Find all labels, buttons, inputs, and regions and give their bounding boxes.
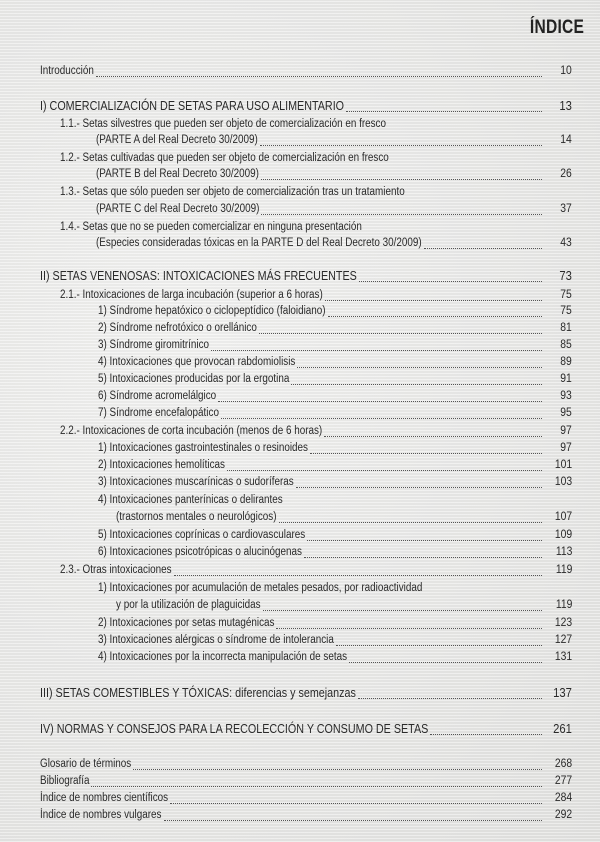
toc-entry-s2-1[interactable] [0, 287, 600, 303]
dot-leader [91, 785, 542, 787]
dot-leader [211, 349, 542, 351]
dot-leader [263, 609, 542, 611]
toc-entry-title: 3) Intoxicaciones muscarínicas o sudoríferas [98, 476, 294, 488]
toc-entry-title: 4) Intoxicaciones que provocan rabdomiolisis [98, 356, 296, 368]
toc-entry-title: 4) Intoxicaciones panterínicas o delirantes [98, 494, 283, 506]
toc-entry-s2-1-5[interactable] [0, 371, 600, 387]
toc-page-number: 268 [554, 758, 572, 770]
toc-entry-s2-2-5[interactable] [0, 527, 600, 543]
toc-page-number: 119 [555, 564, 572, 576]
toc-entry-s2-1-2[interactable] [0, 320, 600, 336]
page-title: ÍNDICE [529, 17, 584, 38]
toc-page-number: 292 [554, 809, 572, 821]
toc-entry-title: 2) Intoxicaciones por setas mutagénicas [98, 617, 275, 629]
toc-entry-title: (PARTE C del Real Decreto 30/2009) [96, 203, 260, 215]
toc-entry-s2-1-4[interactable] [0, 354, 600, 370]
toc-entry-title: Índice de nombres científicos [40, 792, 169, 804]
toc-page-number: 95 [560, 407, 572, 419]
toc-entry-s1-3a[interactable] [0, 184, 600, 200]
toc-entry-glosario[interactable] [0, 756, 600, 772]
toc-entry-s1-3b[interactable] [0, 201, 600, 217]
toc-page-number: 81 [560, 322, 572, 334]
toc-entry-title: (PARTE B del Real Decreto 30/2009) [96, 168, 259, 180]
toc-page-number: 119 [555, 599, 572, 611]
dot-leader [261, 213, 542, 215]
toc-entry-title: Índice de nombres vulgares [40, 809, 162, 821]
toc-page-number: 14 [560, 134, 572, 146]
toc-entry-title: 5) Intoxicaciones producidas por la ergotina [98, 373, 290, 385]
toc-page-number: 93 [560, 390, 572, 402]
toc-page-number: 10 [560, 65, 572, 77]
dot-leader [96, 75, 542, 77]
toc-page-number: 113 [555, 546, 572, 558]
dot-leader [325, 299, 542, 301]
toc-entry-title: 6) Síndrome acromelálgico [98, 390, 217, 402]
dot-leader [218, 400, 542, 402]
dot-leader [260, 144, 542, 146]
toc-entry-s2-3-1a[interactable] [0, 580, 600, 596]
dot-leader [276, 627, 542, 629]
toc-entry-title: 1.4.- Setas que no se pueden comercializar en ninguna presentación [60, 221, 362, 233]
dot-leader [164, 819, 542, 821]
toc-page-number: 131 [554, 651, 572, 663]
toc-entry-s2-3-1b[interactable] [0, 597, 600, 613]
toc-entry-title: 1) Intoxicaciones gastrointestinales o resinoides [98, 442, 309, 454]
toc-entry-part3[interactable] [0, 685, 600, 701]
dot-leader [259, 332, 542, 334]
dot-leader [430, 733, 542, 735]
toc-entry-s2-3-4[interactable] [0, 649, 600, 665]
toc-entry-title: 1.1.- Setas silvestres que pueden ser objeto de comercialización en fresco [60, 118, 387, 130]
toc-entry-s2-1-6[interactable] [0, 388, 600, 404]
toc-entry-s2-2-1[interactable] [0, 440, 600, 456]
toc-entry-title: 3) Intoxicaciones alérgicas o síndrome de intolerancia [98, 634, 334, 646]
toc-entry-s1-4b[interactable] [0, 235, 600, 251]
toc-entry-idx-cient[interactable] [0, 790, 600, 806]
toc-page-number: 277 [554, 775, 572, 787]
dot-leader [310, 452, 542, 454]
toc-page-number: 13 [559, 99, 572, 113]
toc-entry-title: y por la utilización de plaguicidas [116, 599, 261, 611]
toc-entry-title: 1.2.- Setas cultivadas que pueden ser objeto de comercialización en fresco [60, 152, 389, 164]
dot-leader [304, 556, 542, 558]
toc-entry-s1-1b[interactable] [0, 132, 600, 148]
toc-page-number: 261 [553, 722, 572, 736]
dot-leader [346, 110, 542, 112]
toc-page-number: 91 [560, 373, 572, 385]
dot-leader [174, 574, 542, 576]
toc-entry-s2-1-7[interactable] [0, 405, 600, 421]
toc-entry-title: Introducción [40, 65, 94, 77]
dot-leader [227, 469, 542, 471]
toc-entry-title: Glosario de términos [40, 758, 132, 770]
toc-entry-title: IV) NORMAS Y CONSEJOS PARA LA RECOLECCIÓN Y CONSUMO DE SETAS [40, 722, 429, 736]
toc-entry-s1-2a[interactable] [0, 150, 600, 166]
dot-leader [296, 486, 542, 488]
toc-entry-title: 3) Síndrome giromitrínico [98, 339, 210, 351]
toc-page-number: 137 [553, 686, 572, 700]
dot-leader [336, 644, 542, 646]
toc-entry-title: (Especies consideradas tóxicas en la PARTE D del Real Decreto 30/2009) [96, 237, 422, 249]
toc-entry-title: (trastornos mentales o neurológicos) [116, 511, 277, 523]
toc-page-number: 43 [560, 237, 572, 249]
toc-entry-title: II) SETAS VENENOSAS: INTOXICACIONES MÁS FRECUENTES [40, 269, 357, 283]
toc-page-number: 75 [560, 305, 572, 317]
dot-leader [221, 417, 542, 419]
toc-page-number: 107 [554, 511, 572, 523]
toc-entry-s2-2-4a[interactable] [0, 492, 600, 508]
toc-entry-s2-2-6[interactable] [0, 544, 600, 560]
toc-page-number: 26 [560, 168, 572, 180]
toc-page-number: 75 [560, 289, 572, 301]
toc-entry-s2-3-2[interactable] [0, 615, 600, 631]
toc-page-number: 85 [560, 339, 572, 351]
toc-entry-part1[interactable] [0, 98, 600, 114]
toc-entry-title: 5) Intoxicaciones coprínicas o cardiovasculares [98, 529, 306, 541]
toc-entry-s2-3[interactable] [0, 562, 600, 578]
toc-entry-idx-vulg[interactable] [0, 807, 600, 823]
toc-entry-title: 2.2.- Intoxicaciones de corta incubación (menos de 6 horas) [60, 425, 323, 437]
toc-entry-s1-2b[interactable] [0, 166, 600, 182]
toc-page-number: 101 [554, 459, 572, 471]
dot-leader [133, 768, 542, 770]
dot-leader [324, 435, 542, 437]
toc-page-number: 89 [560, 356, 572, 368]
toc-page-number: 109 [554, 529, 572, 541]
dot-leader [328, 315, 542, 317]
toc-entry-s2-2-2[interactable] [0, 457, 600, 473]
toc-entry-part2[interactable] [0, 268, 600, 284]
toc-page-number: 97 [560, 442, 572, 454]
dot-leader [307, 539, 542, 541]
dot-leader [359, 280, 542, 282]
dot-leader [170, 802, 542, 804]
dot-leader [279, 521, 542, 523]
toc-entry-s2-2-3[interactable] [0, 474, 600, 490]
toc-entry-part4[interactable] [0, 721, 600, 737]
toc-entry-s2-2[interactable] [0, 423, 600, 439]
toc-entry-title: 4) Intoxicaciones por la incorrecta manipulación de setas [98, 651, 348, 663]
toc-entry-title: 1) Intoxicaciones por acumulación de metales pesados, por radioactividad [98, 582, 423, 594]
dot-leader [358, 697, 542, 699]
toc-entry-title: 1.3.- Setas que sólo pueden ser objeto de comercialización tras un tratamiento [60, 186, 405, 198]
toc-entry-title: III) SETAS COMESTIBLES Y TÓXICAS: diferencias y semejanzas [40, 686, 356, 700]
toc-page-number: 284 [554, 792, 572, 804]
toc-entry-s2-2-4b[interactable] [0, 509, 600, 525]
toc-entry-s2-3-3[interactable] [0, 632, 600, 648]
dot-leader [261, 178, 542, 180]
toc-entry-biblio[interactable] [0, 773, 600, 789]
toc-entry-intro[interactable] [0, 63, 600, 79]
toc-entry-title: 6) Intoxicaciones psicotrópicas o alucinógenas [98, 546, 302, 558]
toc-entry-title: Bibliografía [40, 775, 90, 787]
toc-entry-s1-4a[interactable] [0, 219, 600, 235]
toc-page-number: 97 [560, 425, 572, 437]
toc-entry-title: 7) Síndrome encefalopático [98, 407, 219, 419]
toc-entry-title: 2.1.- Intoxicaciones de larga incubación (superior a 6 horas) [60, 289, 323, 301]
toc-entry-title: I) COMERCIALIZACIÓN DE SETAS PARA USO ALIMENTARIO [40, 99, 345, 113]
toc-entry-title: 1) Síndrome hepatóxico o ciclopeptídico (faloidiano) [98, 305, 326, 317]
toc-entry-title: (PARTE A del Real Decreto 30/2009) [96, 134, 258, 146]
toc-entry-title: 2) Intoxicaciones hemolíticas [98, 459, 225, 471]
toc-entry-title: 2) Síndrome nefrotóxico o orellánico [98, 322, 257, 334]
toc-page-number: 103 [554, 476, 572, 488]
toc-entry-title: 2.3.- Otras intoxicaciones [60, 564, 172, 576]
toc-entry-s2-1-3[interactable] [0, 337, 600, 353]
dot-leader [297, 366, 542, 368]
toc-page-number: 127 [554, 634, 572, 646]
toc-page-number: 37 [560, 203, 572, 215]
dot-leader [291, 383, 542, 385]
dot-leader [424, 247, 542, 249]
dot-leader [349, 661, 542, 663]
toc-entry-s2-1-1[interactable] [0, 303, 600, 319]
toc-page-number: 123 [554, 617, 572, 629]
toc-page-number: 73 [559, 269, 572, 283]
toc-entry-s1-1a[interactable] [0, 116, 600, 132]
